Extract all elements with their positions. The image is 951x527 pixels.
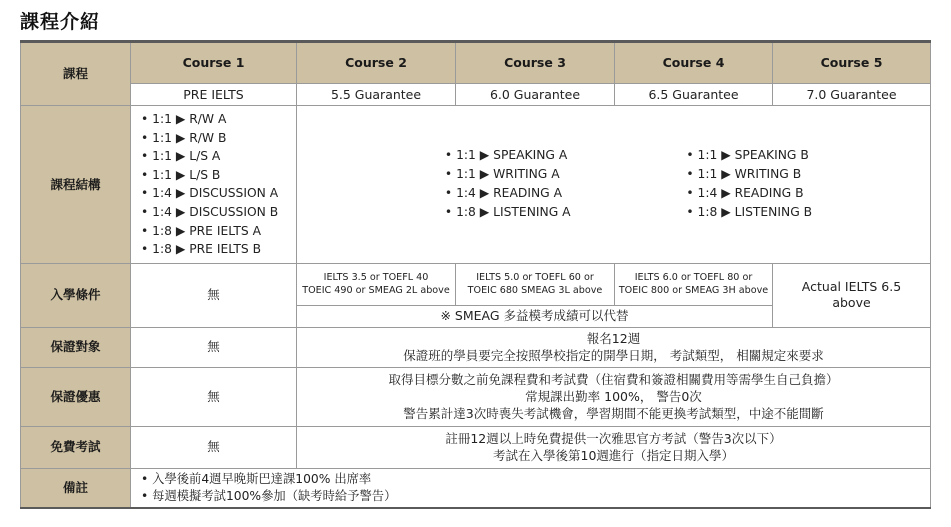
row-head-benefit: 保證優惠 [21,367,131,426]
course-5-subtitle: 7.0 Guarantee [773,84,931,106]
target-line-1: 報名12週 [586,331,641,347]
list-item: • 1:4 ▶ DISCUSSION A [141,186,279,201]
benefit-line-2: 常規課出勤率 100%， 警告0次 [525,389,702,405]
course-3-entry-line-2: TOEIC 680 SMEAG 3L above [467,285,603,297]
course-1-free-exam: 無 [131,426,297,468]
course-1-header: Course 1 [131,42,297,84]
list-item: • 1:1 ▶ R/W B [141,130,227,145]
table-row [21,106,931,264]
table-row [21,367,931,426]
course-2-entry-line-1: IELTS 3.5 or TOEFL 40 [323,272,429,284]
course-5-entry [773,263,931,327]
list-item: • 1:1 ▶ L/S B [141,167,221,182]
benefit-line-3: 警告累計達3次時喪失考試機會，學習期間不能更換考試類型，中途不能間斷 [403,406,824,422]
course-3-header: Course 3 [456,42,615,84]
course-1-structure [131,106,297,264]
course-2-header: Course 2 [297,42,456,84]
list-item: • 1:8 ▶ LISTENING A [444,205,571,220]
course-5-entry-line-2: above [832,295,871,311]
list-item: • 1:8 ▶ LISTENING B [686,205,813,220]
course-3-subtitle: 6.0 Guarantee [456,84,615,106]
list-item: • 入學後前4週早晚斯巴達課100% 出席率 [141,472,372,486]
course-1-target: 無 [131,327,297,367]
table-row [21,468,931,508]
course-3-entry [456,263,615,305]
course-4-header: Course 4 [615,42,773,84]
guarantee-structure [297,106,931,264]
row-head-course: 課程 [21,42,131,106]
remarks-list [131,469,930,507]
course-4-subtitle: 6.5 Guarantee [615,84,773,106]
row-head-target: 保證對象 [21,327,131,367]
remarks-cell [131,468,931,508]
smeag-note: ※ SMEAG 多益模考成績可以代替 [297,305,773,327]
list-item: • 1:1 ▶ R/W A [141,112,227,126]
list-item: • 1:4 ▶ DISCUSSION B [141,204,279,219]
course-4-entry [615,263,773,305]
structure-list-a [445,146,571,222]
course-2-entry [297,263,456,305]
list-item: • 1:4 ▶ READING B [686,186,804,201]
table-row [21,84,931,106]
row-head-structure: 課程結構 [21,106,131,264]
list-item: • 每週模擬考試100%參加（缺考時給予警告） [141,489,397,503]
list-item: • 1:1 ▶ L/S A [141,149,221,164]
list-item: • 1:4 ▶ READING A [444,186,563,201]
free-exam-line-1: 註冊12週以上時免費提供一次雅思官方考試（警告3次以下） [445,431,782,447]
table-row [21,426,931,468]
course-2-entry-line-2: TOEIC 490 or SMEAG 2L above [302,285,450,297]
course-1-entry: 無 [131,263,297,327]
list-item: • 1:8 ▶ PRE IELTS A [141,223,262,238]
course-1-subtitle: PRE IELTS [131,84,297,106]
course-2-subtitle: 5.5 Guarantee [297,84,456,106]
guarantee-benefit [297,367,931,426]
list-item: • 1:8 ▶ PRE IELTS B [141,242,262,257]
course-3-entry-line-1: IELTS 5.0 or TOEFL 60 or [476,272,594,284]
course-1-benefit: 無 [131,367,297,426]
course-4-entry-line-2: TOEIC 800 or SMEAG 3H above [618,285,769,297]
free-exam-line-2: 考試在入學後第10週進行（指定日期入學） [493,448,734,464]
benefit-line-1: 取得目標分數之前免課程費和考試費（住宿費和簽證相關費用等需學生自己負擔） [388,372,839,388]
list-item: • 1:1 ▶ SPEAKING B [686,148,809,163]
list-item: • 1:1 ▶ SPEAKING A [444,148,568,163]
table-row [21,327,931,367]
target-line-2: 保證班的學員要完全按照學校指定的開學日期， 考試類型， 相關規定來要求 [403,348,824,364]
table-row [21,263,931,305]
guarantee-target [297,327,931,367]
row-head-entry: 入學條件 [21,263,131,327]
course-table [20,40,931,509]
row-head-remarks: 備註 [21,468,131,508]
list-item: • 1:1 ▶ WRITING A [444,167,560,182]
course-4-entry-line-1: IELTS 6.0 or TOEFL 80 or [634,272,753,284]
guarantee-free-exam [297,426,931,468]
course-5-entry-line-1: Actual IELTS 6.5 [801,279,902,295]
table-row [21,42,931,84]
course-5-header: Course 5 [773,42,931,84]
page-title: 課程介紹 [20,11,101,33]
course-1-structure-list [131,106,296,263]
list-item: • 1:1 ▶ WRITING B [686,167,802,182]
structure-list-b [686,146,812,222]
row-head-free-exam: 免費考試 [21,426,131,468]
